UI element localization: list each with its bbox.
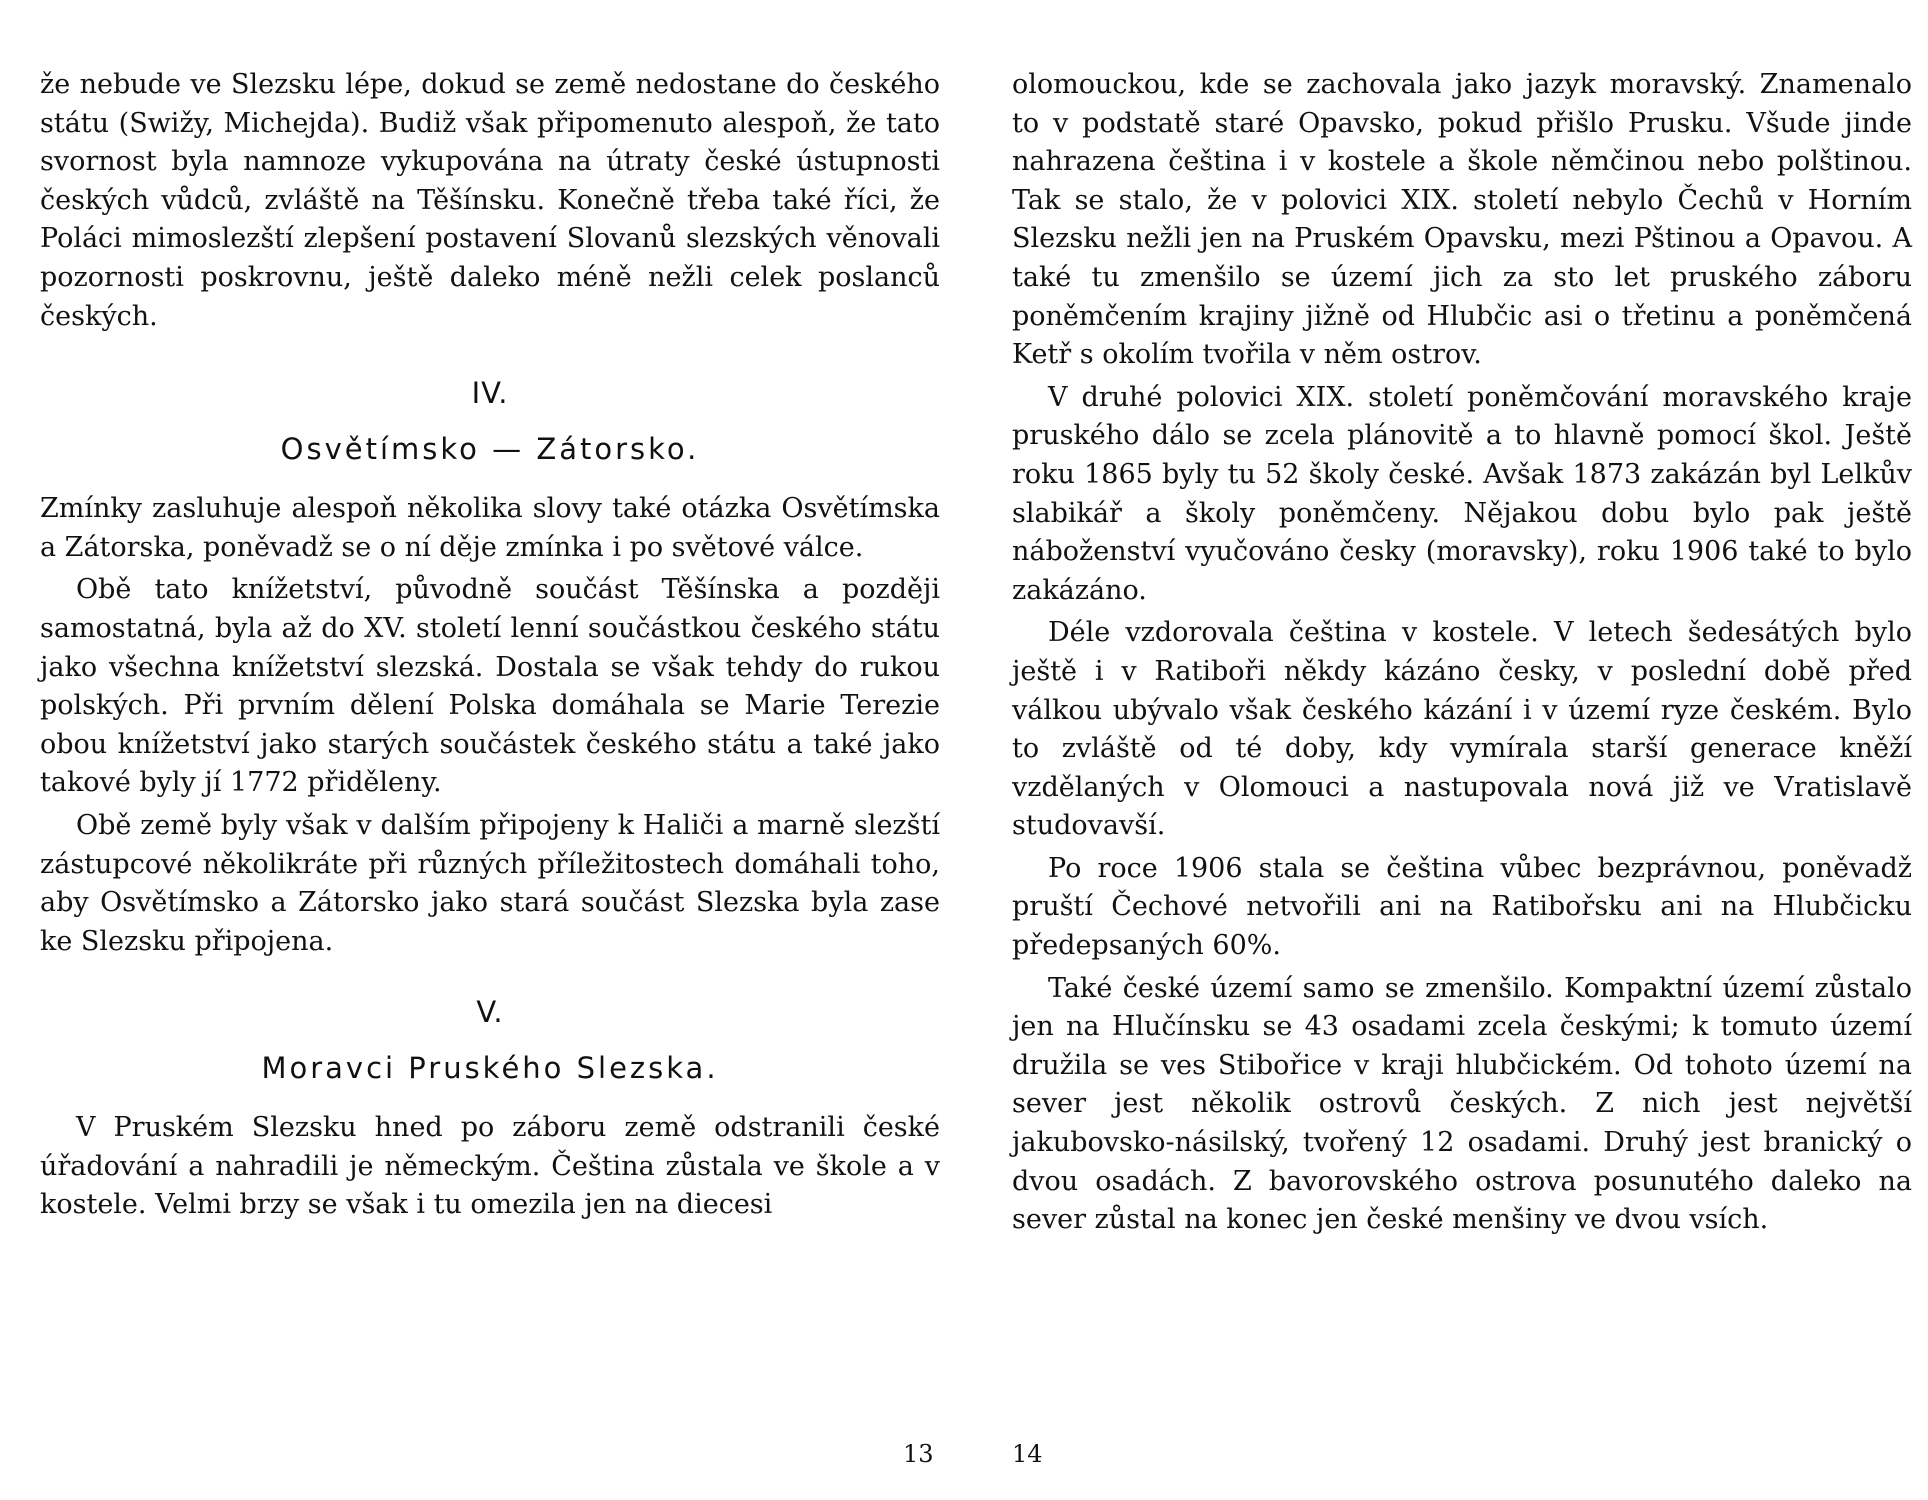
section-4-paragraph-1: Zmínky zasluhuje alespoň několika slovy také otázka Osvětímska a Zátorska, poněvadž se o ní děje zmínka i po světové válce. [40, 493, 940, 563]
section-5-paragraph-1: V Pruském Slezsku hned po záboru země odstranili české úřadování a nahradili je německým. Čeština zůstala ve škole a v kostele. Velmi brzy se však i tu omezila jen na diecesi [40, 1112, 940, 1221]
left-page [40, 66, 940, 1225]
section-5-number: V. [476, 995, 504, 1030]
section-5-title: Moravci Pruského Slezska. [261, 1051, 719, 1086]
section-4-number: IV. [471, 376, 509, 411]
section-4-title: Osvětímsko — Zátorsko. [280, 432, 700, 467]
page-number-right: 14 [1012, 1440, 1043, 1468]
section-4-paragraph-3: Obě země byly však v dalším připojeny k Haliči a marně slezští zástupcové několikráte při různých příležitostech domáhali toho, aby Osvětímsko a Zátorsko jako stará součást Slezska byla zase ke Slezsku připojena. [40, 809, 940, 957]
right-page [1012, 66, 1912, 1240]
right-paragraph-3: Déle vzdorovala čeština v kostele. V letech šedesátých bylo ještě i v Ratiboři někdy kázáno česky, v poslední době před válkou ubývalo však českého kázání i v území ryze českém. Bylo to zvláště od té doby, kdy vymírala starší generace kněží vzdělaných v Olomouci a nastupovala nová již ve Vratislavě studovavší. [1012, 617, 1912, 842]
right-paragraph-5: Také české území samo se zmenšilo. Kompaktní území zůstalo jen na Hlučínsku se 43 osadami zcela českými; k tomuto území družila se ves Stibořice v kraji hlubčickém. Od tohoto území na sever jest několik ostrovů českých. Z nich jest největší jakubovsko-násilský, tvořený 12 osadami. Druhý jest branický o dvou osadách. Z bavorovského ostrova posunutého daleko na sever zůstal na konec jen české menšiny ve dvou vsích. [1012, 972, 1912, 1236]
left-paragraph-1: že nebude ve Slezsku lépe, dokud se země nedostane do českého státu (Swižy, Michejda). Budiž však připomenuto alespoň, že tato svornost byla namnoze vykupována na útraty české ústupnosti českých vůdců, zvláště na Těšínsku. Konečně třeba také říci, že Poláci mimoslezští zlepšení postavení Slovanů slezských věnovali pozornosti poskrovnu, ještě daleko méně nežli celek poslanců českých. [40, 69, 940, 332]
section-4-paragraph-2: Obě tato knížetství, původně součást Těšínska a později samostatná, byla až do XV. století lenní součástkou českého státu jako všechna knížetství slezská. Dostala se však tehdy do rukou polských. Při prvním dělení Polska domáhala se Marie Terezie obou knížetství jako starých součástek českého státu a také jako takové byly jí 1772 přiděleny. [40, 574, 940, 799]
right-paragraph-4: Po roce 1906 stala se čeština vůbec bezprávnou, poněvadž pruští Čechové netvořili ani na Ratibořsku ani na Hlubčicku předepsaných 60%. [1012, 852, 1912, 962]
right-paragraph-2: V druhé polovici XIX. století poněmčování moravského kraje pruského dálo se zcela plánovitě a to hlavně pomocí škol. Ještě roku 1865 byly tu 52 školy české. Avšak 1873 zakázán byl Lelkův slabikář a školy poněmčeny. Nějakou dobu bylo pak ještě náboženství vyučováno česky (moravsky), roku 1906 také to bylo zakázáno. [1012, 381, 1912, 606]
page-number-left: 13 [903, 1440, 934, 1468]
right-paragraph-1: olomouckou, kde se zachovala jako jazyk moravský. Znamenalo to v podstatě staré Opavsko, pokud přišlo Prusku. Všude jinde nahrazena čeština i v kostele a škole němčinou nebo polštinou. Tak se stalo, že v polovici XIX. století nebylo Čechů v Horním Slezsku nežli jen na Pruském Opavsku, mezi Pštinou a Opavou. A také tu zmenšilo se území jich za sto let pruského záboru poněmčením krajiny jižně od Hlubčic asi o třetinu a poněmčená Ketř s okolím tvořila v něm ostrov. [1012, 69, 1912, 371]
